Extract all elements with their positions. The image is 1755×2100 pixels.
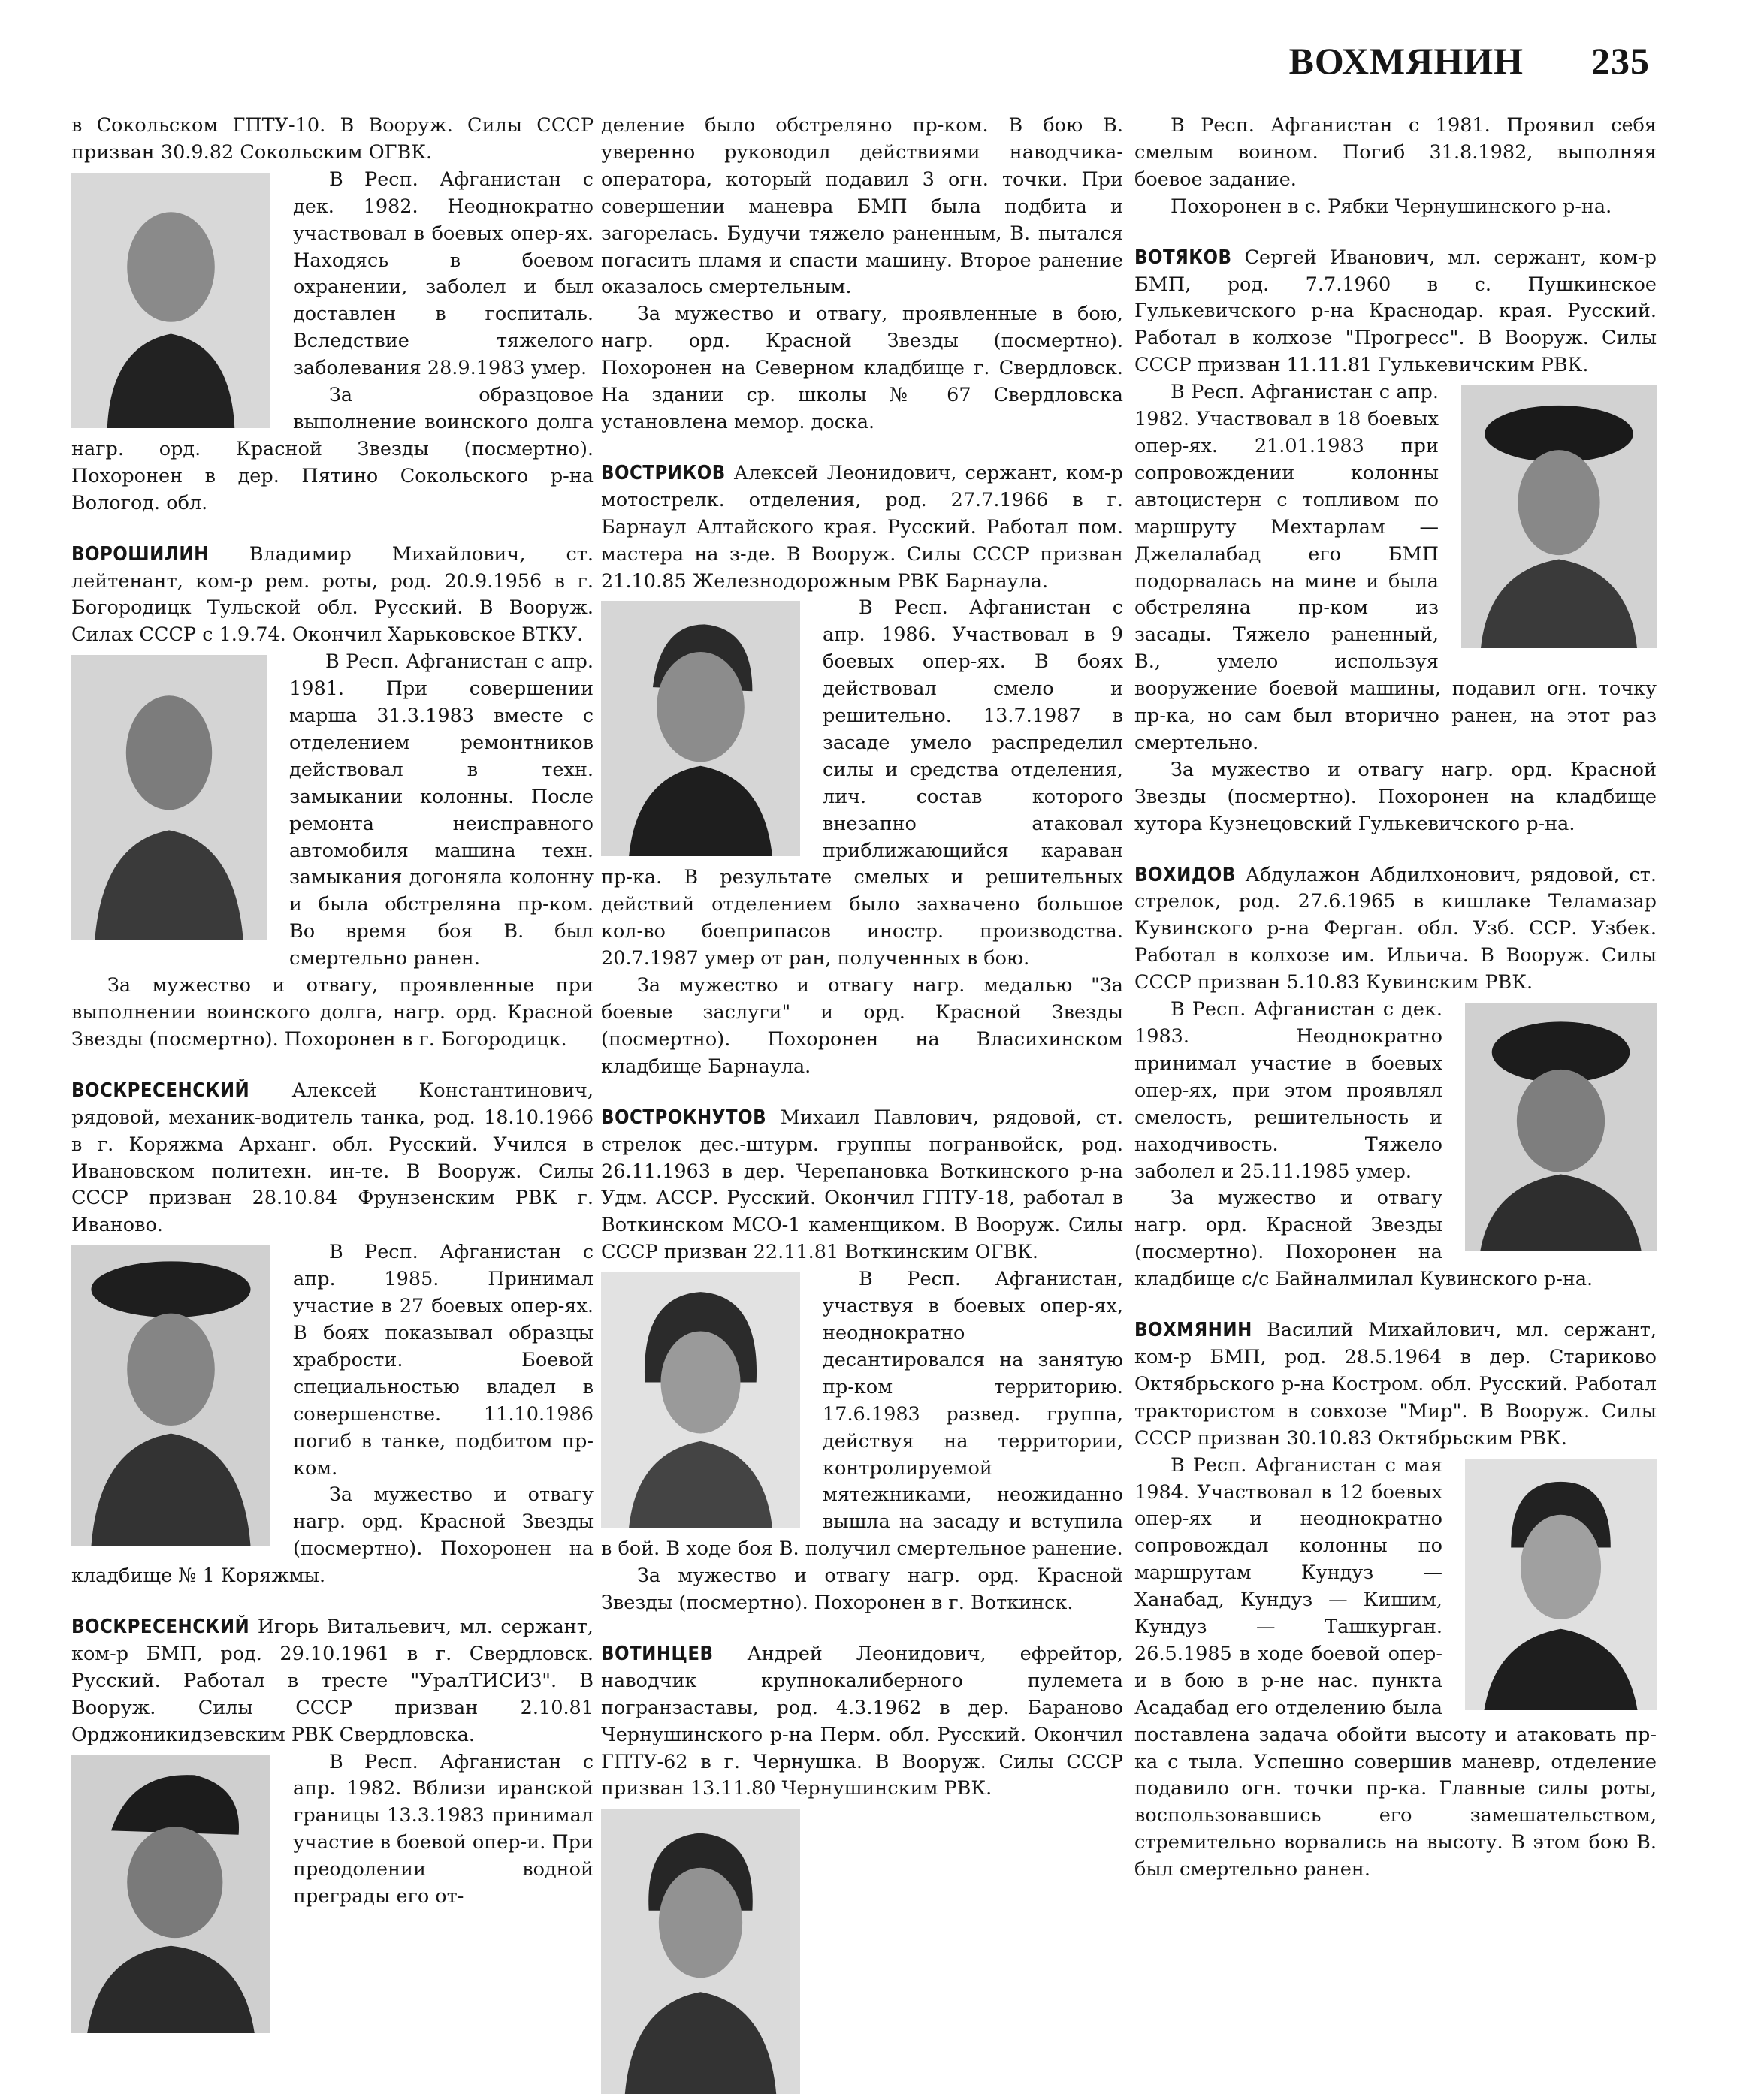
entry-voroshilin [71, 542, 594, 1054]
continued-text: В Респ. Афганистан с 1981. Проявил себя смелым воином. Погиб 31.8.1982, выполняя боевое задание. [1134, 114, 1657, 191]
entry-award: За мужество и отвагу, проявленные в бою, нагр. орд. Красной Звезды (посмертно). Похоронен на Северном кладбище г. Свердловск. На здании ср. школы № 67 Свердловска установлена мемор. доска. [601, 303, 1123, 433]
portrait-photo [601, 1272, 800, 1528]
portrait-photo [601, 601, 800, 856]
entry-service: В Респ. Афганистан с апр. 1985. Принимал участие в 27 боевых опер-ях. В боях показывал образцы храбрости. Боевой специальностью владел в совершенстве. 11.10.1986 погиб в танке, подбитом пр-ком. [293, 1241, 594, 1480]
entry-service: В Респ. Афганистан с мая 1984. Участвовал в 12 боевых опер-ях и неоднократно сопровождал колонны по маршрутам Кундуз — Ханабад, Кундуз — Кишим, Кундуз — Ташкурган. 26.5.1985 в ходе боевой опер-и в бою в р-не нас. пункта Асадабад его отделению была поставлена задача обойти высоту и атаковать пр-ка с тыла. Успешно совершив маневр, отделение подавило огн. точки пр-ка. Главные силы роты, воспользовавшись его замешательством, стремительно ворвались на высоту. В этом бою В. был смертельно ранен. [1134, 1453, 1657, 1881]
entry-headword: ВОХИДОВ [1134, 863, 1236, 886]
entry-bio: Алексей Константинович, рядовой, механик-водитель танка, род. 18.10.1966 в г. Коряжма Арханг. обл. Русский. Учился в Ивановском политехн. ин-те. В Вооруж. Силы СССР призван 28.10.84 Фрунзенским РВК г. Иваново. [71, 1079, 594, 1237]
entry-award: За мужество и отвагу нагр. орд. Красной Звезды (посмертно). Похоронен на кладбище хутора Кузнецовский Гулькевичского р-на. [1134, 758, 1657, 835]
portrait-photo [1461, 385, 1657, 648]
entry-service: В Респ. Афганистан с апр. 1982. Участвовал в 18 боевых опер-ях. 21.01.1983 при сопровождении колонны автоцистерн с топливом по маршруту Мехтарлам — Джелалабад его БМП подорвалась на мине и была обстреляна пр-ком из засады. Тяжело раненный, В., умело используя вооружение боевой машины, подавил огн. точку пр-ка, но сам был вторично ранен, на этот раз смертельно. [1134, 381, 1657, 754]
entry-voskresensky-alexey [71, 1078, 594, 1590]
page-header [1289, 39, 1650, 83]
entry-award: За мужество и отвагу нагр. орд. Красной Звезды (посмертно). Похоронен в г. Воткинск. [601, 1564, 1123, 1615]
entry-bio: Абдулажон Абдилхонович, рядовой, ст. стрелок, род. 27.6.1965 в кишлаке Теламазар Кувинского р-на Ферган. обл. Узб. ССР. Узбек. Работал в колхозе им. Ильича. В Вооруж. Силы СССР призван 5.10.83 Кувинским РВК. [1134, 863, 1657, 994]
entry-votintsev [601, 1641, 1123, 1803]
entry-service: В Респ. Афганистан с апр. 1981. При совершении марша 31.3.1983 вместе с отделением ремонтников действовал в техн. замыкании колонны. После ремонта неисправного автомобиля машина техн. замыкания догоняла колонну и была обстреляна пр-ком. Во время боя В. был смертельно ранен. [289, 650, 594, 970]
portrait-photo [601, 1809, 800, 2094]
entry-service: В Респ. Афганистан, участвуя в боевых опер-ях, неоднократно десантировался на занятую пр-ком территорию. 17.6.1983 развед. группа, действуя на территории, контролируемой мятежниками, неожиданно вышла на засаду и вступила в бой. В ходе боя В. получил смертельное ранение. [601, 1268, 1123, 1561]
entry-bio: Андрей Леонидович, ефрейтор, наводчик крупнокалиберного пулемета погранзаставы, род. 4.3.1962 в дер. Бараново Чернушинского р-на Перм. обл. Русский. Окончил ГПТУ-62 в г. Чернушка. В Вооруж. Силы СССР призван 13.11.80 Чернушинским РВК. [601, 1642, 1123, 1800]
entry-bio: Владимир Михайлович, ст. лейтенант, ком-р рем. роты, род. 20.9.1956 в г. Богородицк Тульской обл. Русский. В Вооруж. Силах СССР с 1.9.74. Окончил Харьковское ВТКУ. [71, 542, 594, 647]
entry-headword: ВОСКРЕСЕНСКИЙ [71, 1079, 250, 1102]
entry-voskresensky-igor [71, 1614, 594, 1911]
entry-burial: Похоронен в с. Рябки Чернушинского р-на. [1171, 195, 1612, 218]
entry-bio: Алексей Леонидович, сержант, ком-р мотострелк. отделения, род. 27.7.1966 в г. Барнаул Алтайского края. Русский. Работал пом. мастера на з-де. В Вооруж. Силы СССР призван 21.10.85 Железнодорожным РВК Барнаула. [601, 461, 1123, 593]
entry-award: За мужество и отвагу нагр. медалью "За боевые заслуги" и орд. Красной Звезды (посмертно). Похоронен на Власихинском кладбище Барнаула. [601, 974, 1123, 1078]
entry-bio: Сергей Иванович, мл. сержант, ком-р БМП, род. 7.7.1960 в с. Пушкинское Гулькевичского р-на Краснодар. края. Русский. Работал в колхозе "Прогресс". В Вооруж. Силы СССР призван 11.11.81 Гулькевичским РВК. [1134, 246, 1657, 377]
portrait-photo [71, 1755, 270, 2033]
entry-award: За мужество и отвагу, проявленные при выполнении воинского долга, нагр. орд. Красной Звезды (посмертно). Похоронен в г. Богородицк. [71, 974, 594, 1051]
entry-headword: ВОСТРОКНУТОВ [601, 1106, 767, 1129]
entry-vostroknutov [601, 1105, 1123, 1617]
entry-award: За мужество и отвагу нагр. орд. Красной Звезды (посмертно). Похоронен на кладбище № 1 Коряжмы. [71, 1483, 594, 1588]
entry-headword: ВОСТРИКОВ [601, 461, 726, 484]
entry-service: В Респ. Афганистан с апр. 1982. Вблизи иранской границы 13.3.1983 принимал участие в боевой опер-и. При преодолении водной преграды его от- [293, 1750, 594, 1908]
portrait-photo [1465, 1459, 1657, 1710]
entry-bio: Игорь Витальевич, мл. сержант, ком-р БМП, род. 29.10.1961 в г. Свердловск. Русский. Работал в тресте "УралТИСИЗ". В Вооруж. Силы СССР призван 2.10.81 Орджоникидзевским РВК Свердловска. [71, 1616, 594, 1746]
entry-award: За мужество и отвагу нагр. орд. Красной Звезды (посмертно). Похоронен на кладбище с/с Байналмилал Кувинского р-на. [1134, 1187, 1593, 1291]
continued-text: деление было обстреляно пр-ком. В бою В. уверенно руководил действиями наводчика-оператора, который подавил 3 огн. точки. При совершении маневра БМП была подбита и загорелась. Будучи тяжело раненным, В. пытался погасить пламя и спасти машину. Второе ранение оказалось смертельным. [601, 114, 1123, 299]
column-3 [1134, 113, 1657, 1884]
entry-bio: Василий Михайлович, мл. сержант, ком-р БМП, род. 28.5.1964 в дер. Стариково Октябрьского р-на Костром. обл. Русский. Работал трактористом в совхозе "Мир". В Вооруж. Силы СССР призван 30.10.83 Октябрьским РВК. [1134, 1319, 1657, 1450]
portrait-photo [71, 1245, 270, 1546]
entry-service: В Респ. Афганистан с апр. 1986. Участвовал в 9 боевых опер-ях. В боях действовал смело и решительно. 13.7.1987 в засаде умело распределил силы и средства отделения, лич. состав которого внезапно атаковал приближающийся караван пр-ка. В результате смелых и решительных действий отделением было захвачено большое кол-во боеприпасов иностр. производства. 20.7.1987 умер от ран, полученных в бою. [601, 596, 1123, 970]
entry-award: За образцовое выполнение воинского долга нагр. орд. Красной Звезды (посмертно). Похоронен в дер. Пятино Сокольского р-на Вологод. обл. [71, 384, 594, 514]
column-2 [601, 113, 1123, 2100]
portrait-photo [71, 655, 267, 940]
entry-text: В Респ. Афганистан с дек. 1982. Неоднократно участвовал в боевых опер-ях. Находясь в боевом охранении, заболел и был доставлен в госпиталь. Вследствие тяжелого заболевания 28.9.1983 умер. [293, 167, 594, 380]
entry-service: В Респ. Афганистан с дек. 1983. Неоднократно принимал участие в боевых опер-ях, при этом проявлял смелость, решительность и находчивость. Тяжело заболел и 25.11.1985 умер. [1134, 998, 1442, 1183]
entry-headword: ВОСКРЕСЕНСКИЙ [71, 1616, 250, 1639]
running-title: ВОХМЯНИН [1288, 40, 1524, 82]
page-number: 235 [1591, 40, 1650, 82]
portrait-photo [1465, 1003, 1657, 1251]
column-1 [71, 113, 594, 2039]
continued-text: в Сокольском ГПТУ-10. В Вооруж. Силы СССР призван 30.9.82 Сокольским ОГВК. [71, 114, 594, 164]
entry-headword: ВОТИНЦЕВ [601, 1642, 714, 1665]
portrait-photo [71, 173, 270, 428]
entry-headword: ВОХМЯНИН [1134, 1319, 1252, 1342]
entry-bio: Михаил Павлович, рядовой, ст. стрелок дес.-штурм. группы погранвойск, род. 26.11.1963 в дер. Черепановка Воткинского р-на Удм. АССР. Русский. Окончил ГПТУ-18, работал в Воткинском МСО-1 каменщиком. В Вооруж. Силы СССР призван 22.11.81 Воткинским ОГВК. [601, 1106, 1123, 1264]
entry-votyakov [1134, 245, 1657, 838]
entry-headword: ВОТЯКОВ [1134, 246, 1232, 269]
entry-headword: ВОРОШИЛИН [71, 542, 209, 566]
entry-vostrikov [601, 460, 1123, 1081]
entry-vokhidov [1134, 862, 1657, 1294]
entry-vokhmyanin [1134, 1317, 1657, 1884]
